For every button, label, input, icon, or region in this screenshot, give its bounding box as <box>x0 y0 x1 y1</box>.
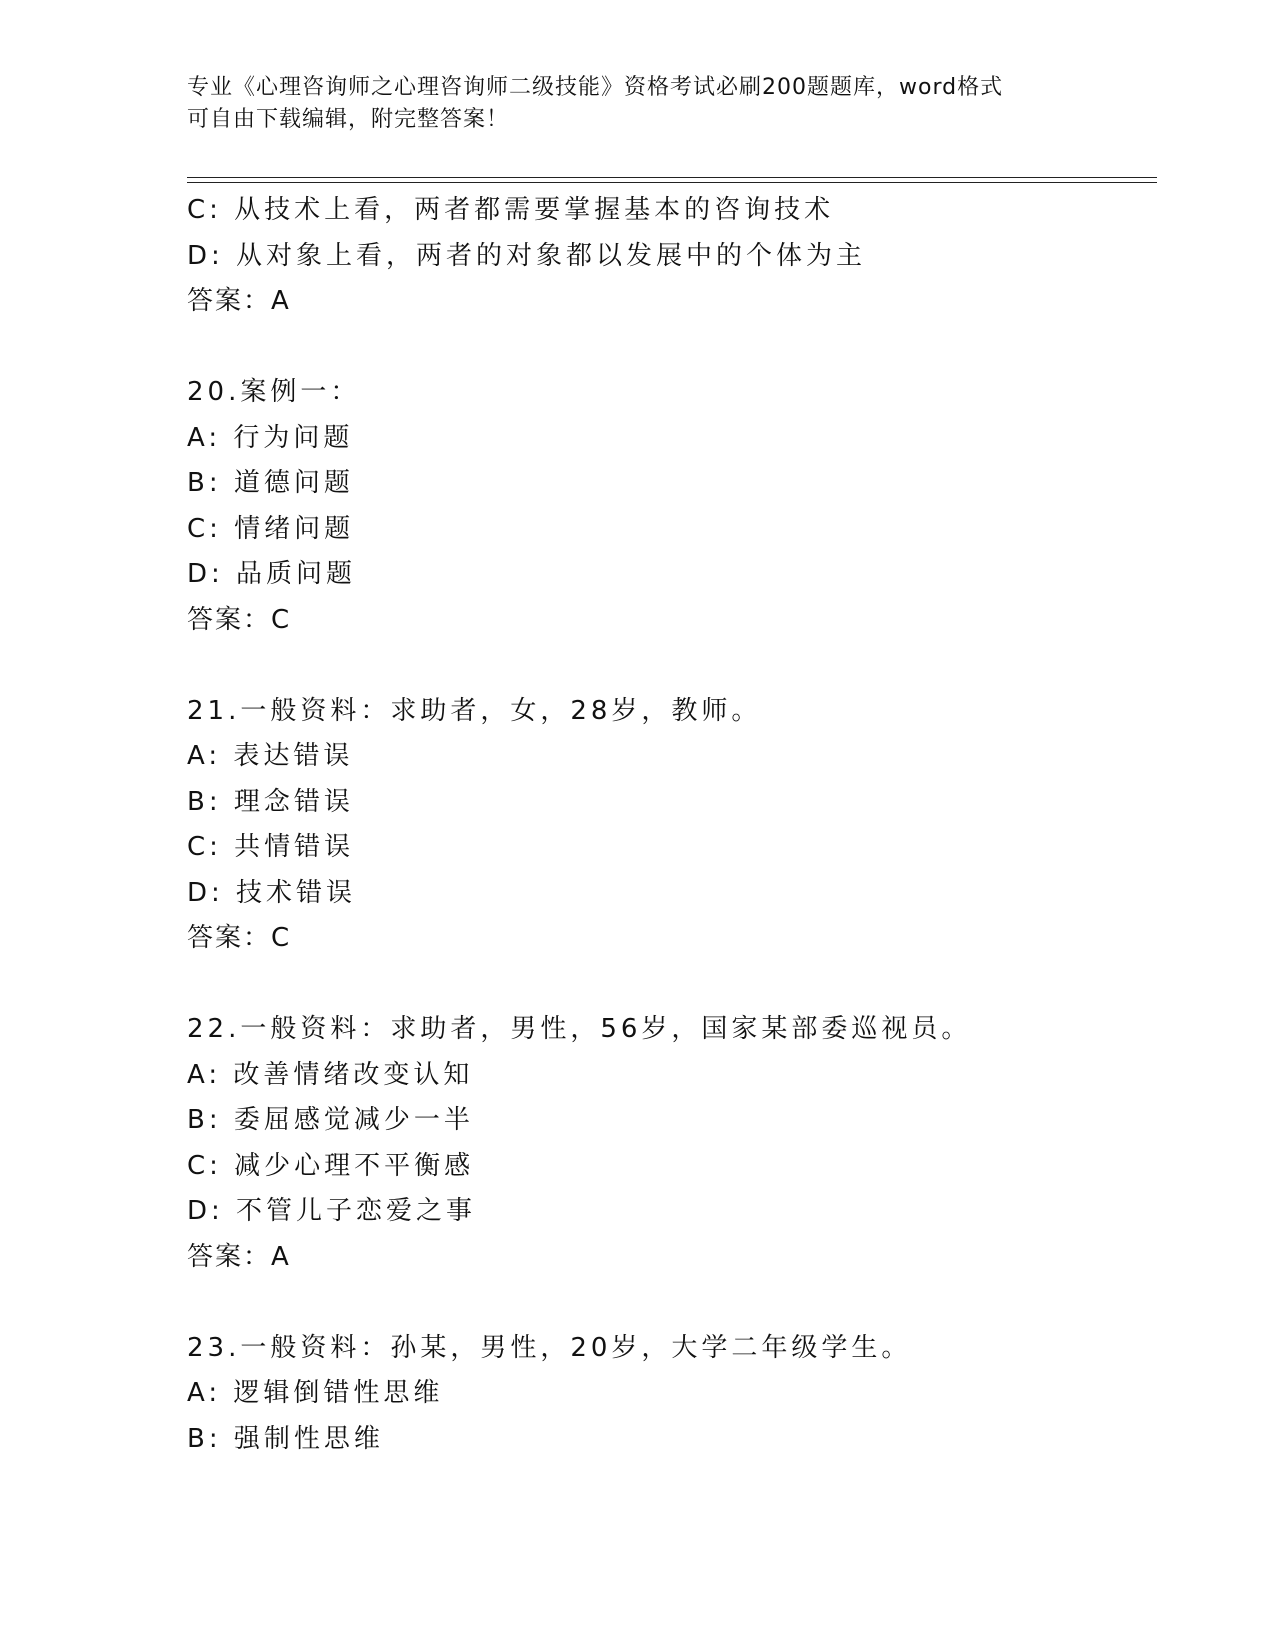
question-21 <box>187 689 1147 962</box>
option-c: C: 情绪问题 <box>187 513 355 544</box>
spacer <box>187 643 1147 689</box>
option-c: C: 共情错误 <box>187 832 355 862</box>
option-b: B: 委屈感觉减少一半 <box>187 1105 474 1135</box>
header-divider-top <box>187 177 1157 178</box>
header-title-line-2: 可自由下载编辑，附完整答案！ <box>187 107 510 132</box>
answer-line: 答案：A <box>187 286 291 316</box>
question-20 <box>187 370 1147 643</box>
spacer <box>187 325 1147 371</box>
question-stem: 22.一般资料：求助者，男性，56岁，国家某部委巡视员。 <box>187 1014 972 1044</box>
option-d: D: 从对象上看，两者的对象都以发展中的个体为主 <box>187 240 867 271</box>
spacer <box>187 962 1147 1008</box>
answer-line: 答案：C <box>187 923 292 953</box>
option-d: D: 不管儿子恋爱之事 <box>187 1196 477 1226</box>
option-a: A: 改善情绪改变认知 <box>187 1059 474 1090</box>
question-stem: 23.一般资料：孙某，男性，20岁，大学二年级学生。 <box>187 1332 912 1363</box>
question-22 <box>187 1007 1147 1280</box>
option-a: A: 表达错误 <box>187 741 354 771</box>
option-d: D: 品质问题 <box>187 559 357 589</box>
option-b: B: 理念错误 <box>187 786 354 817</box>
question-23 <box>187 1326 1147 1463</box>
option-b: B: 道德问题 <box>187 468 354 498</box>
answer-line: 答案：C <box>187 604 292 635</box>
question-stem: 21.一般资料：求助者，女，28岁，教师。 <box>187 695 762 726</box>
previous-question-tail <box>187 188 1147 325</box>
document-header <box>187 72 1087 136</box>
question-stem: 20.案例一： <box>187 377 361 407</box>
option-d: D: 技术错误 <box>187 877 357 908</box>
option-a: A: 行为问题 <box>187 422 354 453</box>
header-title-line-1: 专业《心理咨询师之心理咨询师二级技能》资格考试必刷200题题库，word格式 <box>187 75 1004 100</box>
option-a: A: 逻辑倒错性思维 <box>187 1378 444 1408</box>
option-c: C: 从技术上看，两者都需要掌握基本的咨询技术 <box>187 195 835 225</box>
spacer <box>187 1280 1147 1326</box>
option-b: B: 强制性思维 <box>187 1423 384 1454</box>
question-list <box>187 188 1147 1462</box>
option-c: C: 减少心理不平衡感 <box>187 1150 475 1181</box>
answer-line: 答案：A <box>187 1241 291 1272</box>
header-divider-bottom <box>187 182 1157 183</box>
